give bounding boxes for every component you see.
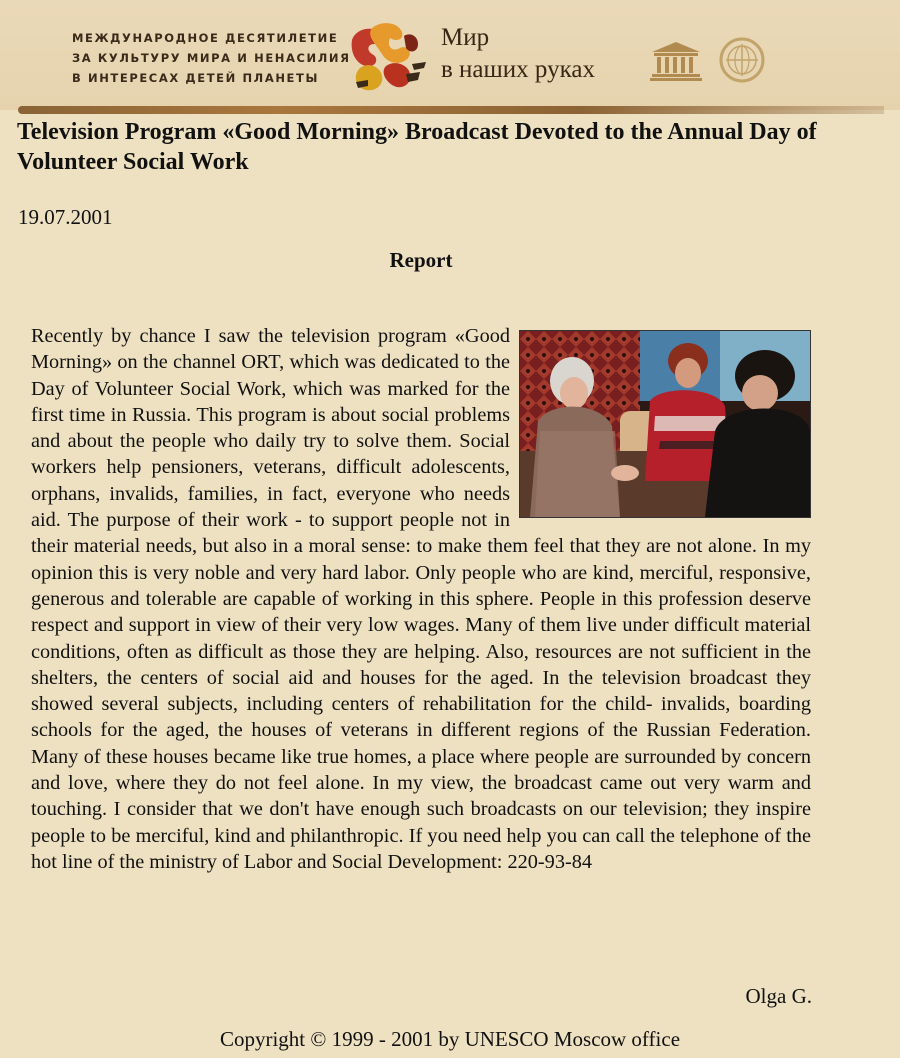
header-divider bbox=[18, 106, 884, 114]
article-body bbox=[31, 323, 811, 875]
article-text: Recently by chance I saw the television program «Good Morning» on the channel ORT, which was dedicated to the Day of Volunteer Social Work, which was marked for the first time in Russia. This program is about social problems and about the people who daily try to solve them. Social workers help pensioners, veterans, difficult adolescents, orphans, invalids, families, in fact, everyone who needs aid. The purpose of their work - to support people not in their material needs, but also in a moral sense: to make them feel that they are not alone. In my opinion this is very noble and very hard labor. Only people who are kind, merciful, responsive, generous and tolerable are capable of working in this sphere. People in this profession deserve respect and support in view of their very low wages. Many of them live under difficult material conditions, often as difficult as those they are helping. Also, resources are not sufficient in the shelters, the centers of social aid and houses for the aged. In the television broadcast they showed several subjects, including centers of rehabilitation for the child- invalids, boarding schools for the aged, the houses of veterans in different regions of the Russian Federation. Many of these houses became like true homes, a place where people are surrounded by concern and love, where they do not feel alone. In my view, the broadcast came out very warm and touching. I consider that we don't have enough such broadcasts on our television; they inspire people to be merciful, kind and philanthropic. If you need help you can call the telephone of the hot line of the ministry of Labor and Social Development: 220-93-84 bbox=[31, 325, 811, 873]
mir-title-line-1: Мир bbox=[441, 24, 490, 51]
publication-date: 19.07.2001 bbox=[18, 205, 113, 229]
copyright-notice: Copyright © 1999 - 2001 by UNESCO Moscow office bbox=[219, 1027, 681, 1051]
banner-line-1: МЕЖДУНАРОДНОЕ ДЕСЯТИЛЕТИЕ bbox=[72, 31, 339, 45]
hands-logo-icon bbox=[346, 18, 432, 98]
author-signature: Olga G. bbox=[745, 984, 812, 1008]
banner-line-2: ЗА КУЛЬТУРУ МИРА И НЕНАСИЛИЯ bbox=[72, 51, 351, 65]
banner-decade-text bbox=[72, 28, 351, 88]
unesco-temple-icon bbox=[648, 40, 704, 82]
page-title: Television Program «Good Morning» Broadcast Devoted to the Annual Day of Volunteer Social Work bbox=[17, 119, 817, 175]
banner-line-3: В ИНТЕРЕСАХ ДЕТЕЙ ПЛАНЕТЫ bbox=[72, 71, 319, 85]
article-photo bbox=[519, 330, 811, 518]
un-emblem-icon bbox=[718, 36, 766, 84]
section-title: Report bbox=[389, 248, 453, 272]
mir-title bbox=[441, 22, 595, 86]
mir-title-line-2: в наших руках bbox=[441, 56, 595, 83]
site-banner bbox=[0, 0, 900, 110]
